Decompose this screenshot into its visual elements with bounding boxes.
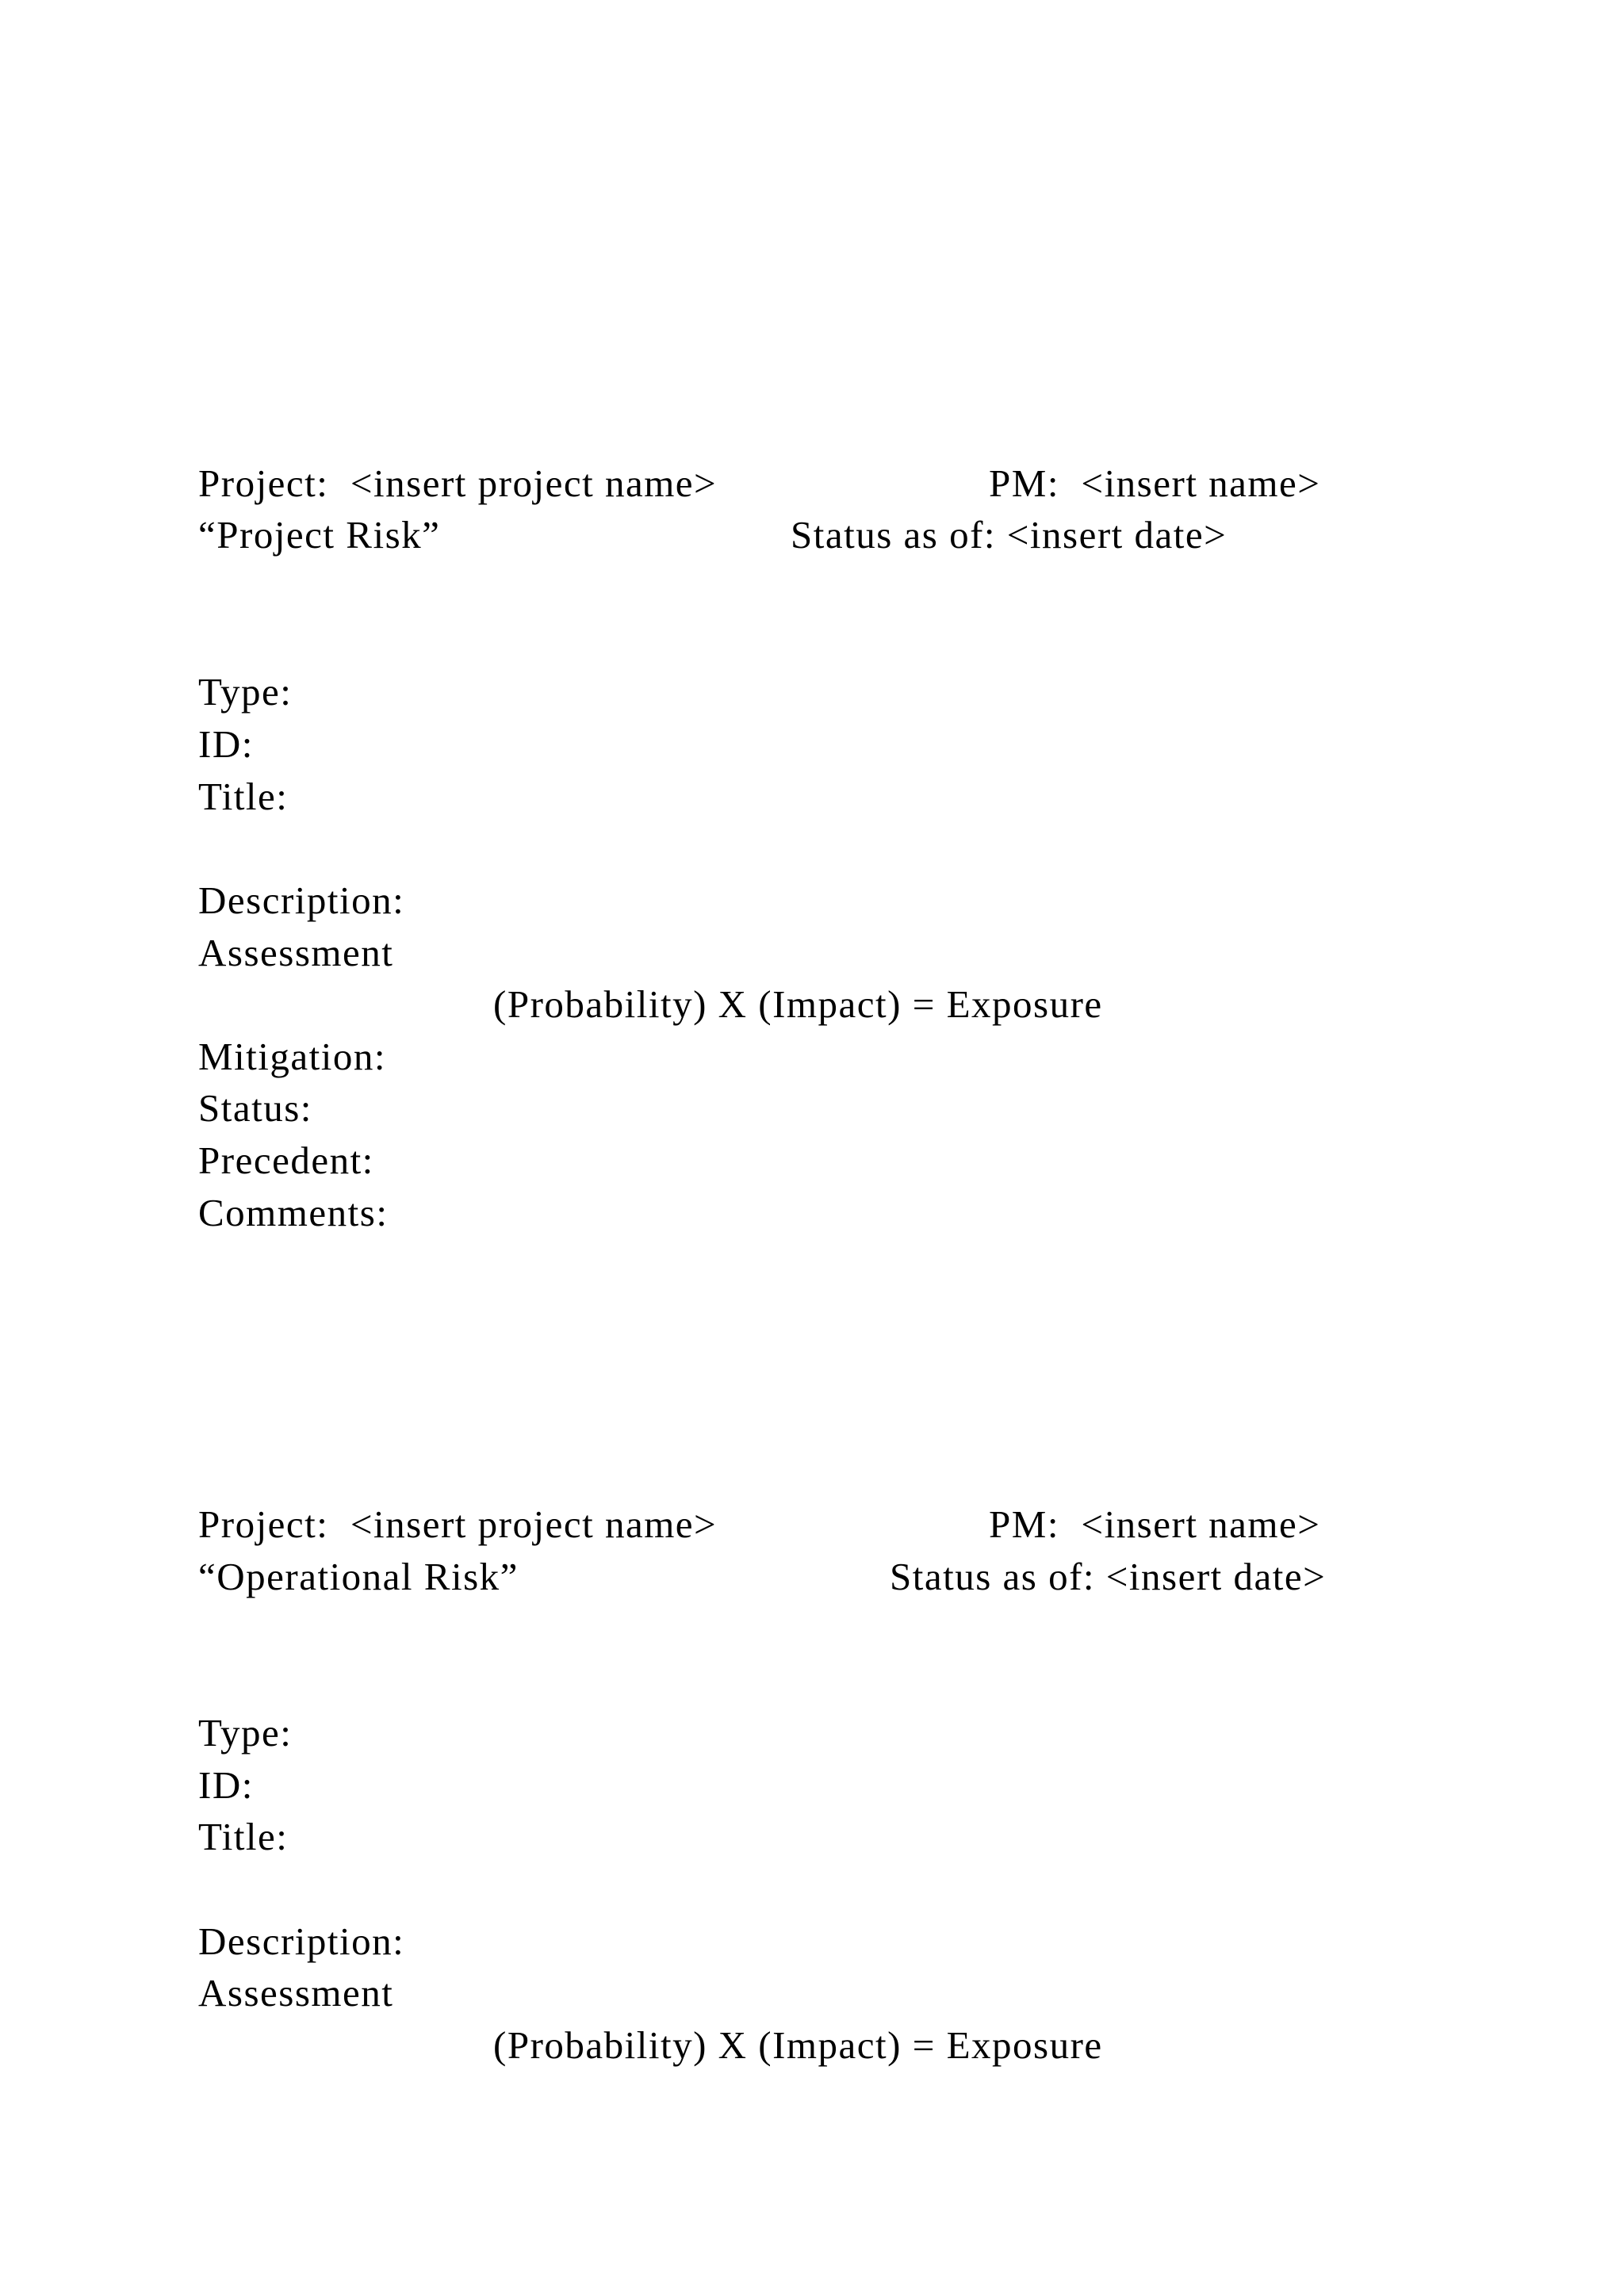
id-label: ID: [198, 1763, 254, 1807]
title-label: Title: [198, 1815, 289, 1858]
type-label: Type: [198, 670, 293, 714]
risk-category-label: “Operational Risk” [198, 1555, 519, 1598]
title-label: Title: [198, 775, 289, 818]
exposure-formula: (Probability) X (Impact) = Exposure [493, 2023, 1103, 2067]
risk-category-label: “Project Risk” [198, 513, 441, 557]
status-date-line: Status as of: <insert date> [791, 513, 1228, 557]
pm-name-line: PM: <insert name> [989, 461, 1321, 505]
description-label: Description: [198, 878, 405, 922]
status-date-line: Status as of: <insert date> [890, 1555, 1327, 1598]
mitigation-label: Mitigation: [198, 1035, 386, 1078]
pm-name-line: PM: <insert name> [989, 1502, 1321, 1546]
project-name-line: Project: <insert project name> [198, 461, 718, 505]
assessment-label: Assessment [198, 1971, 394, 2015]
comments-label: Comments: [198, 1191, 389, 1234]
assessment-label: Assessment [198, 931, 394, 974]
exposure-formula: (Probability) X (Impact) = Exposure [493, 982, 1103, 1026]
precedent-label: Precedent: [198, 1138, 374, 1182]
description-label: Description: [198, 1919, 405, 1963]
status-label: Status: [198, 1086, 312, 1130]
type-label: Type: [198, 1711, 293, 1755]
project-name-line: Project: <insert project name> [198, 1502, 718, 1546]
id-label: ID: [198, 722, 254, 766]
